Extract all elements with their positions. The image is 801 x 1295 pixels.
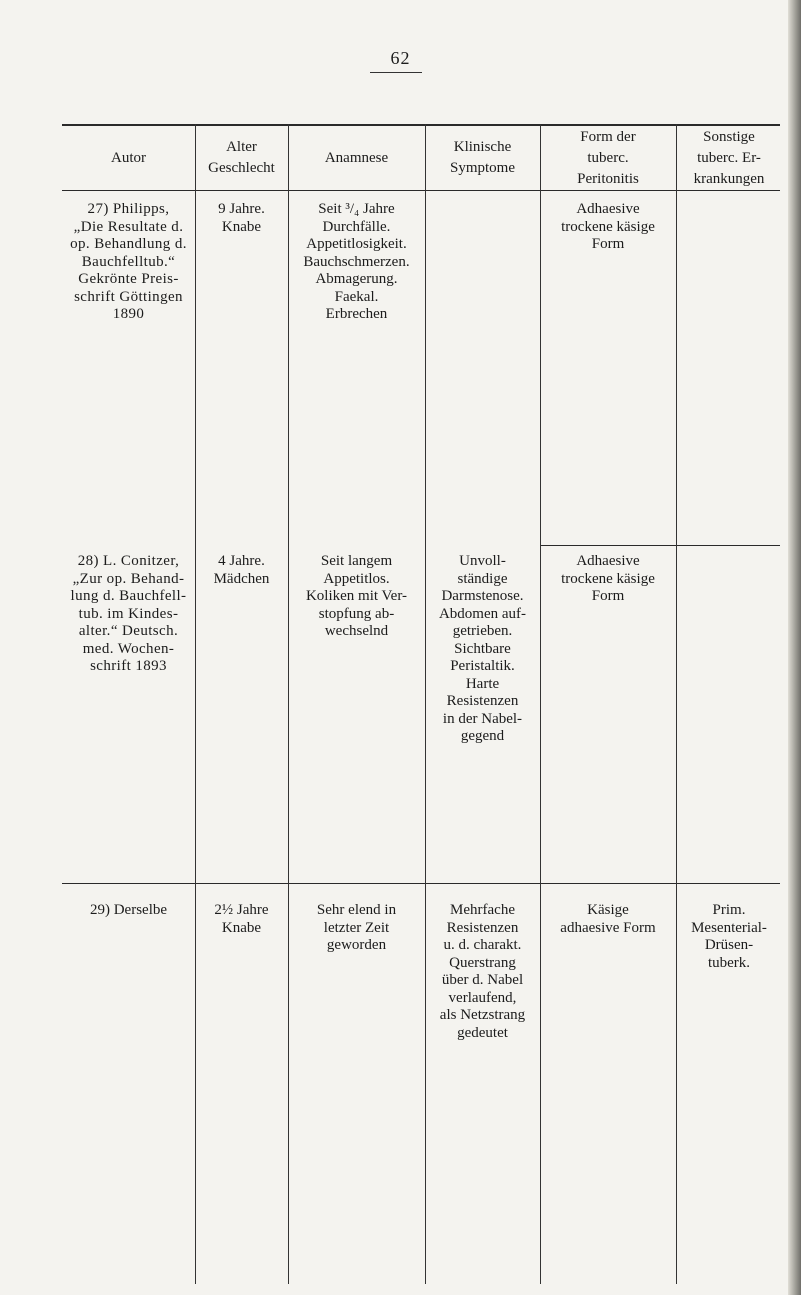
page-number-underline	[370, 72, 422, 73]
cell-sonstige: Prim. Mesenterial- Drüsen- tuberk.	[691, 902, 767, 971]
cell-anamnese: Sehr elend in letzter Zeit geworden	[316, 902, 397, 953]
table-top-rule	[62, 124, 780, 126]
cell-symptome: Unvoll- ständige Darmstenose. Abdomen auf- getrieben. Sichtbare Peristaltik. Harte Resistenzen in der Nabel- gegend	[438, 553, 527, 744]
column-divider	[195, 124, 196, 1284]
column-divider	[540, 124, 541, 1284]
header-form-peritonitis: Form der tuberc. Peritonitis	[577, 128, 639, 187]
cell-anamnese: Seit langem Appetitlos. Koliken mit Ver- stopfung ab- wechselnd	[305, 553, 408, 639]
cell-symptome: Mehrfache Resistenzen u. d. charakt. Querstrang über d. Nabel verlaufend, als Netzstrang gedeutet	[439, 902, 526, 1041]
cell-form: Käsige adhaesive Form	[560, 902, 656, 936]
cell-autor: 29) Derselbe	[89, 902, 168, 918]
row-separator	[540, 545, 780, 546]
cell-alter: 9 Jahre. Knabe	[218, 201, 265, 235]
page-number: 62	[390, 48, 411, 68]
cell-alter: 4 Jahre. Mädchen	[213, 553, 270, 587]
header-sonstige-erkrankungen: Sonstige tuberc. Er- krankungen	[693, 128, 765, 187]
cell-autor: 28) L. Conitzer, „Zur op. Behand- lung d. Bauchfell- tub. im Kindes- alter.“ Deutsch. med. Wochen- schrift 1893	[70, 553, 187, 674]
header-anamnese: Anamnese	[324, 149, 389, 166]
cell-form: Adhaesive trockene käsige Form	[561, 201, 655, 252]
cell-autor: 27) Philipps, „Die Resultate d. op. Behandlung d. Bauchfelltub.“ Gekrönte Preis- schrift Göttingen 1890	[70, 201, 187, 322]
cell-form: Adhaesive trockene käsige Form	[561, 553, 655, 604]
header-alter-geschlecht: Alter Geschlecht	[208, 139, 275, 176]
header-bottom-rule	[62, 190, 780, 191]
cell-alter: 2½ Jahre Knabe	[214, 902, 269, 936]
page-edge-shadow	[788, 0, 801, 1295]
cell-anamnese: Seit ³/₄ Jahre Durchfälle. Appetitlosigkeit. Bauchschmerzen. Abmagerung. Faekal. Erbrechen	[303, 201, 410, 322]
row-separator	[62, 883, 780, 884]
header-autor: Autor	[111, 149, 146, 166]
header-klinische-symptome: Klinische Symptome	[449, 139, 515, 176]
column-divider	[676, 124, 677, 1284]
